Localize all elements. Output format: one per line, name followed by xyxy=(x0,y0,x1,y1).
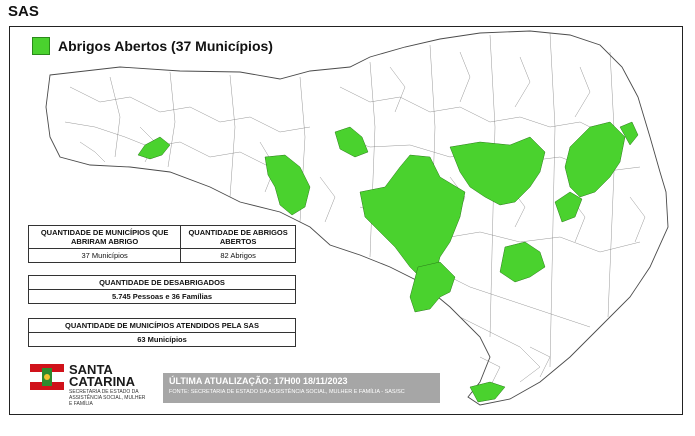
municipios-value: 37 Municípios xyxy=(29,249,181,263)
legend xyxy=(32,37,273,55)
map-frame xyxy=(9,26,683,415)
update-title: ÚLTIMA ATUALIZAÇÃO: 17H00 18/11/2023 xyxy=(169,376,348,386)
atendidos-table xyxy=(28,318,296,347)
logo-line1: SANTA xyxy=(69,362,113,377)
state-outline xyxy=(46,31,668,405)
update-source: FONTE: SECRETARIA DE ESTADO DA ASSISTÊNCIA SOCIAL, MULHER E FAMÍLIA - SAS/SC xyxy=(169,389,405,395)
santa-catarina-logo xyxy=(30,364,149,407)
desabrigados-header: QUANTIDADE DE DESABRIGADOS xyxy=(29,276,296,290)
abrigos-header: QUANTIDADE DE ABRIGOS ABERTOS xyxy=(181,226,296,249)
update-box xyxy=(163,373,440,403)
page-title: SAS xyxy=(8,3,39,20)
legend-label: Abrigos Abertos (37 Municípios) xyxy=(58,38,273,54)
legend-swatch xyxy=(32,37,50,55)
desabrigados-table xyxy=(28,275,296,304)
atendidos-header: QUANTIDADE DE MUNICÍPIOS ATENDIDOS PELA SAS xyxy=(29,319,296,333)
logo-subtitle: SECRETARIA DE ESTADO DA ASSISTÊNCIA SOCIAL, MULHER E FAMÍLIA xyxy=(69,389,146,407)
atendidos-value: 63 Municípios xyxy=(29,333,296,347)
state-flag-icon xyxy=(30,364,64,390)
desabrigados-value: 5.745 Pessoas e 36 Famílias xyxy=(29,290,296,304)
municipios-header: QUANTIDADE DE MUNICÍPIOS QUE ABRIRAM ABRIGO xyxy=(29,226,181,249)
state-map xyxy=(10,27,684,416)
abrigos-value: 82 Abrigos xyxy=(181,249,296,263)
logo-line2: CATARINA xyxy=(69,374,135,389)
municipios-table xyxy=(28,225,296,263)
